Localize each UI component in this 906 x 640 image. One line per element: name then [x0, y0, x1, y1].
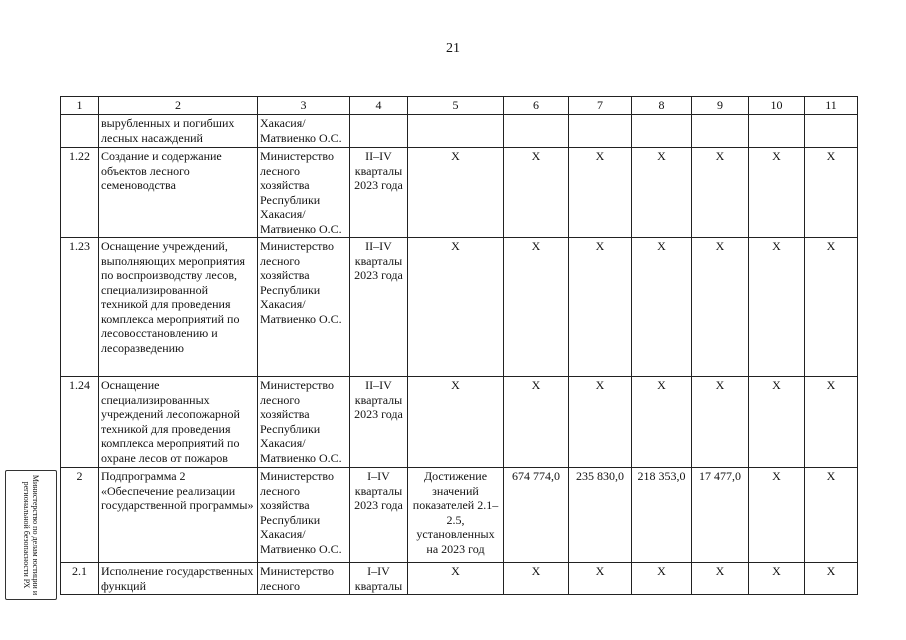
row-number: 2 [61, 468, 99, 563]
page-number: 21 [446, 41, 460, 56]
executor: Министерство лесного хозяйства Республики Хакасия/ Матвиенко О.С. [258, 377, 350, 468]
cell-9 [692, 115, 749, 148]
cell-11 [805, 115, 858, 148]
cell-9: X [692, 148, 749, 238]
result: X [408, 563, 504, 595]
header-cell: 2 [99, 97, 258, 115]
header-cell: 6 [504, 97, 569, 115]
registration-stamp [5, 470, 57, 600]
cell-9: 17 477,0 [692, 468, 749, 563]
table-row [61, 115, 858, 148]
cell-6: X [504, 563, 569, 595]
result: X [408, 238, 504, 377]
executor: Министерство лесного хозяйства Республики Хакасия/ Матвиенко О.С. [258, 238, 350, 377]
cell-6: X [504, 238, 569, 377]
cell-11: X [805, 238, 858, 377]
cell-10 [749, 115, 805, 148]
header-cell: 1 [61, 97, 99, 115]
result: Достижение значений показателей 2.1–2.5, установленных на 2023 год [408, 468, 504, 563]
period: I–IV кварталы [350, 563, 408, 595]
table-row [61, 377, 858, 468]
cell-7: X [569, 377, 632, 468]
period: II–IV кварталы 2023 года [350, 148, 408, 238]
activity-name: Оснащение специализированных учреждений лесопожарной техникой для проведения комплекса мероприятий по охране лесов от пожаров [99, 377, 258, 468]
executor: Министерство лесного [258, 563, 350, 595]
table-row [61, 148, 858, 238]
executor: Хакасия/ Матвиенко О.С. [258, 115, 350, 148]
cell-7 [569, 115, 632, 148]
cell-8: X [632, 563, 692, 595]
cell-7: 235 830,0 [569, 468, 632, 563]
table-row [61, 238, 858, 377]
cell-7: X [569, 563, 632, 595]
cell-8: 218 353,0 [632, 468, 692, 563]
stamp-text: Министерство по делам юстиции и региональной безопасности РХ [22, 474, 40, 596]
row-number: 1.22 [61, 148, 99, 238]
cell-9: X [692, 238, 749, 377]
cell-8: X [632, 377, 692, 468]
activity-name: Создание и содержание объектов лесного семеноводства [99, 148, 258, 238]
plan-table [60, 96, 858, 595]
activity-name: Оснащение учреждений, выполняющих мероприятия по воспроизводству лесов, специализированной техникой для проведения комплекса мероприятий по лесовосстановлению и лесоразведению [99, 238, 258, 377]
header-cell: 8 [632, 97, 692, 115]
result: X [408, 148, 504, 238]
row-number [61, 115, 99, 148]
cell-10: X [749, 468, 805, 563]
executor: Министерство лесного хозяйства Республики Хакасия/ Матвиенко О.С. [258, 468, 350, 563]
cell-8: X [632, 238, 692, 377]
header-cell: 4 [350, 97, 408, 115]
cell-7: X [569, 238, 632, 377]
table-row [61, 563, 858, 595]
header-row [61, 97, 858, 115]
row-number: 1.24 [61, 377, 99, 468]
cell-9: X [692, 563, 749, 595]
cell-10: X [749, 148, 805, 238]
header-cell: 9 [692, 97, 749, 115]
result: X [408, 377, 504, 468]
period: II–IV кварталы 2023 года [350, 238, 408, 377]
cell-11: X [805, 148, 858, 238]
cell-11: X [805, 377, 858, 468]
cell-6: X [504, 377, 569, 468]
row-number: 2.1 [61, 563, 99, 595]
cell-11: X [805, 563, 858, 595]
cell-8: X [632, 148, 692, 238]
cell-6: X [504, 148, 569, 238]
header-cell: 3 [258, 97, 350, 115]
executor: Министерство лесного хозяйства Республики Хакасия/ Матвиенко О.С. [258, 148, 350, 238]
activity-name: Подпрограмма 2 «Обеспечение реализации государственной программы» [99, 468, 258, 563]
activity-name: вырубленных и погибших лесных насаждений [99, 115, 258, 148]
period: II–IV кварталы 2023 года [350, 377, 408, 468]
cell-7: X [569, 148, 632, 238]
cell-6: 674 774,0 [504, 468, 569, 563]
header-cell: 10 [749, 97, 805, 115]
row-number: 1.23 [61, 238, 99, 377]
period [350, 115, 408, 148]
header-cell: 7 [569, 97, 632, 115]
period: I–IV кварталы 2023 года [350, 468, 408, 563]
header-cell: 5 [408, 97, 504, 115]
result [408, 115, 504, 148]
cell-10: X [749, 238, 805, 377]
cell-10: X [749, 377, 805, 468]
header-cell: 11 [805, 97, 858, 115]
cell-11: X [805, 468, 858, 563]
table-row [61, 468, 858, 563]
activity-name: Исполнение государственных функций [99, 563, 258, 595]
cell-8 [632, 115, 692, 148]
cell-6 [504, 115, 569, 148]
cell-9: X [692, 377, 749, 468]
cell-10: X [749, 563, 805, 595]
